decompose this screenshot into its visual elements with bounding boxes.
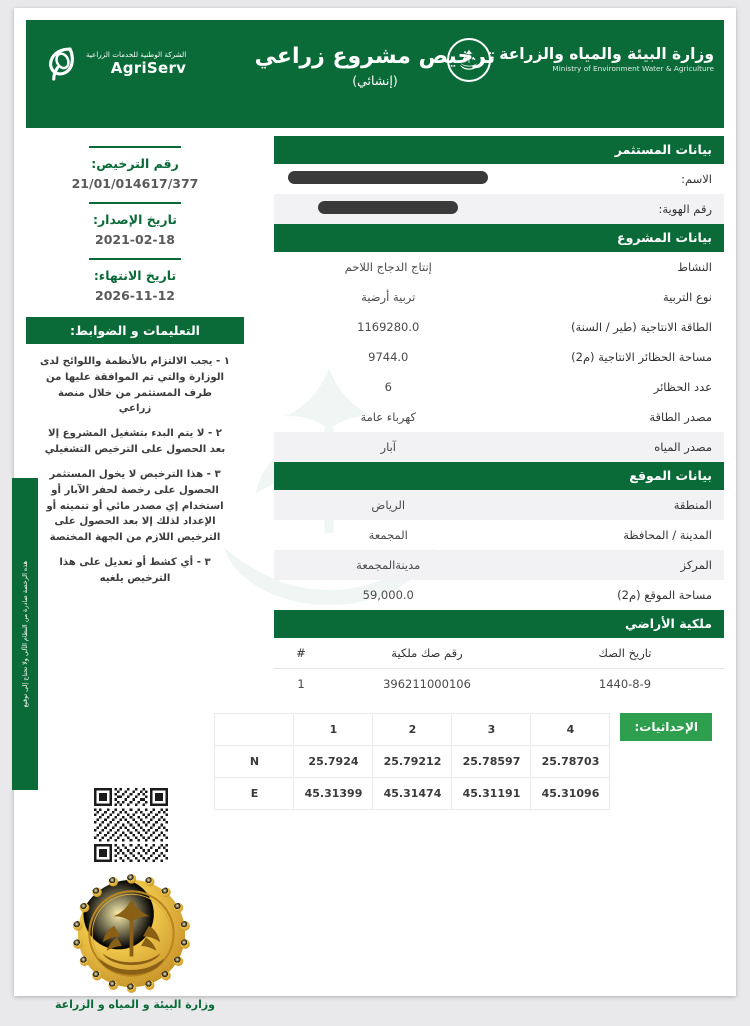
cell-empty-corner (215, 714, 294, 746)
cell-east-value: 45.31191 (452, 778, 531, 810)
cell-index: 1 (297, 677, 305, 691)
list-item: ١ - يجب الالتزام بالأنظمة واللوائح لدى الوزارة والتي تم الموافقة عليها من طرف المستثمر من خلال منصة زراعي (40, 356, 230, 415)
cell-axis-north: N (215, 746, 294, 778)
row-label: رقم الهوية: (658, 202, 712, 216)
expiry-date-label: تاريخ الانتهاء: (93, 268, 177, 283)
expiry-date-value: 2026-11-12 (95, 288, 175, 303)
license-side-column (26, 136, 244, 1011)
cell-east-value: 45.31399 (294, 778, 373, 810)
coordinates-badge: الإحداثيات: (620, 713, 712, 741)
section-header-location: بيانات الموقع (274, 462, 724, 490)
project-rows (274, 252, 724, 462)
table-row (274, 282, 724, 312)
redaction-mark (318, 201, 458, 214)
row-label: المدينة / المحافظة (623, 528, 712, 542)
row-value: المجمعة (368, 528, 408, 542)
row-value: مدينةالمجمعة (356, 558, 421, 572)
row-value: الرياض (371, 498, 406, 512)
section-header-instructions: التعليمات و الضوابط: (26, 317, 244, 344)
row-value: آبار (380, 440, 396, 454)
cell-east-value: 45.31096 (531, 778, 610, 810)
auto-generated-notice-tab (12, 478, 38, 790)
table-header-row (274, 638, 724, 669)
row-label: مساحة الموقع (م2) (617, 588, 712, 602)
table-row (274, 669, 724, 700)
row-label: مصدر المياه (654, 440, 712, 454)
table-row (274, 432, 724, 462)
leaf-logo-icon (40, 44, 80, 84)
row-value: 6 (384, 380, 392, 394)
table-row (274, 520, 724, 550)
cell-north-value: 25.7924 (294, 746, 373, 778)
row-value: 9744.0 (368, 350, 409, 364)
license-document-page (14, 8, 736, 1011)
table-row (274, 312, 724, 342)
cell-north-value: 25.79212 (373, 746, 452, 778)
coordinates-header-row (215, 714, 610, 746)
seal-caption: وزارة البيئة و المياه و الزراعة (54, 998, 216, 1011)
cell-point-number: 2 (373, 714, 452, 746)
cell-axis-east: E (215, 778, 294, 810)
table-row (274, 194, 724, 224)
table-row (274, 580, 724, 610)
row-label: عدد الحظائر (653, 380, 712, 394)
license-number-value: 21/01/014617/377 (71, 176, 199, 191)
list-item: ٣ - أي كشط أو تعديل على هذا الترخيص يلغيه (59, 556, 211, 584)
divider (89, 146, 181, 148)
row-value: إنتاج الدجاج اللاحم (344, 260, 432, 274)
row-label: مساحة الحظائر الانتاجية (م2) (571, 350, 712, 364)
ministry-name-ar: وزارة البيئة والمياه والزراعة (499, 45, 714, 64)
row-label: مصدر الطاقة (649, 410, 712, 424)
divider (89, 202, 181, 204)
table-row (274, 342, 724, 372)
row-value: 59,000.0 (362, 588, 414, 602)
cell-north-value: 25.78597 (452, 746, 531, 778)
table-row (274, 164, 724, 194)
list-item: ٣ - هذا الترخيص لا يخول المستثمر الحصول على رخصة لحفر الآبار أو استخدام إي مصدر مائي أو تنميته أو الإعداد لذلك إلا بعد الحصول على الترخيص اللازم من الجهة المختصة (46, 468, 224, 544)
column-header-index: # (274, 638, 328, 669)
column-header-deed-date: تاريخ الصك (526, 638, 724, 669)
instructions-list (26, 344, 244, 587)
section-header-investor: بيانات المستثمر (274, 136, 724, 164)
agriserv-name-ar: الشركة الوطنية للخدمات الزراعية (86, 50, 187, 60)
table-row (274, 402, 724, 432)
land-ownership-table (274, 638, 724, 699)
table-row (274, 550, 724, 580)
document-subtitle: (إنشائي) (352, 73, 398, 88)
location-rows (274, 490, 724, 610)
cell-point-number: 4 (531, 714, 610, 746)
agriserv-text (86, 51, 186, 77)
main-content-column (249, 136, 724, 810)
redaction-mark (288, 171, 488, 184)
section-header-project: بيانات المشروع (274, 224, 724, 252)
cell-deed-number: 396211000106 (383, 677, 471, 691)
row-value: تربية أرضية (361, 290, 416, 304)
ministry-name-en: Ministry of Environment Water & Agriculture (552, 64, 714, 74)
auto-generated-notice-text: هذه الرخصة صادرة من النظام الآلي ولا تحتاج إلى توقيع (21, 560, 29, 708)
cell-east-value: 45.31474 (373, 778, 452, 810)
coordinates-block (249, 713, 724, 810)
row-label: نوع التربية (662, 290, 712, 304)
divider (89, 258, 181, 260)
list-item: ٢ - لا يتم البدء بتشغيل المشروع إلا بعد الحصول على الترخيص التشغيلي (44, 428, 226, 456)
gold-official-seal-icon (74, 876, 189, 991)
document-header (26, 20, 724, 128)
row-label: المركز (680, 558, 712, 572)
section-header-land-ownership: ملكية الأراضي (274, 610, 724, 638)
coordinates-north-row (215, 746, 610, 778)
cell-deed-date: 1440-8-9 (598, 677, 652, 691)
document-title: ترخيص مشروع زراعي (254, 44, 496, 69)
issue-date-value: 2021-02-18 (95, 232, 175, 247)
investor-rows (274, 164, 724, 224)
issue-date-label: تاريخ الإصدار: (92, 212, 177, 227)
row-label: المنطقة (673, 498, 712, 512)
table-row (274, 372, 724, 402)
row-label: الاسم: (681, 172, 712, 186)
table-row (274, 252, 724, 282)
row-value: 1169280.0 (357, 320, 420, 334)
license-number-label: رقم الترخيص: (91, 156, 179, 171)
qr-code-icon (94, 788, 168, 862)
coordinates-east-row (215, 778, 610, 810)
row-label: الطاقة الانتاجية (طير / السنة) (570, 320, 712, 334)
license-meta-block (26, 136, 244, 303)
cell-point-number: 3 (452, 714, 531, 746)
row-value-redacted (286, 171, 490, 187)
row-label: النشاط (677, 260, 712, 274)
table-row (274, 490, 724, 520)
agriserv-name-en: AgriServ (110, 58, 187, 77)
coordinates-table (214, 713, 610, 810)
row-value-redacted (286, 201, 490, 217)
column-header-deed-number: رقم صك ملكية (328, 638, 526, 669)
row-value: كهرباء عامة (360, 410, 417, 424)
agriserv-branding (40, 44, 186, 84)
cell-point-number: 1 (294, 714, 373, 746)
cell-north-value: 25.78703 (531, 746, 610, 778)
